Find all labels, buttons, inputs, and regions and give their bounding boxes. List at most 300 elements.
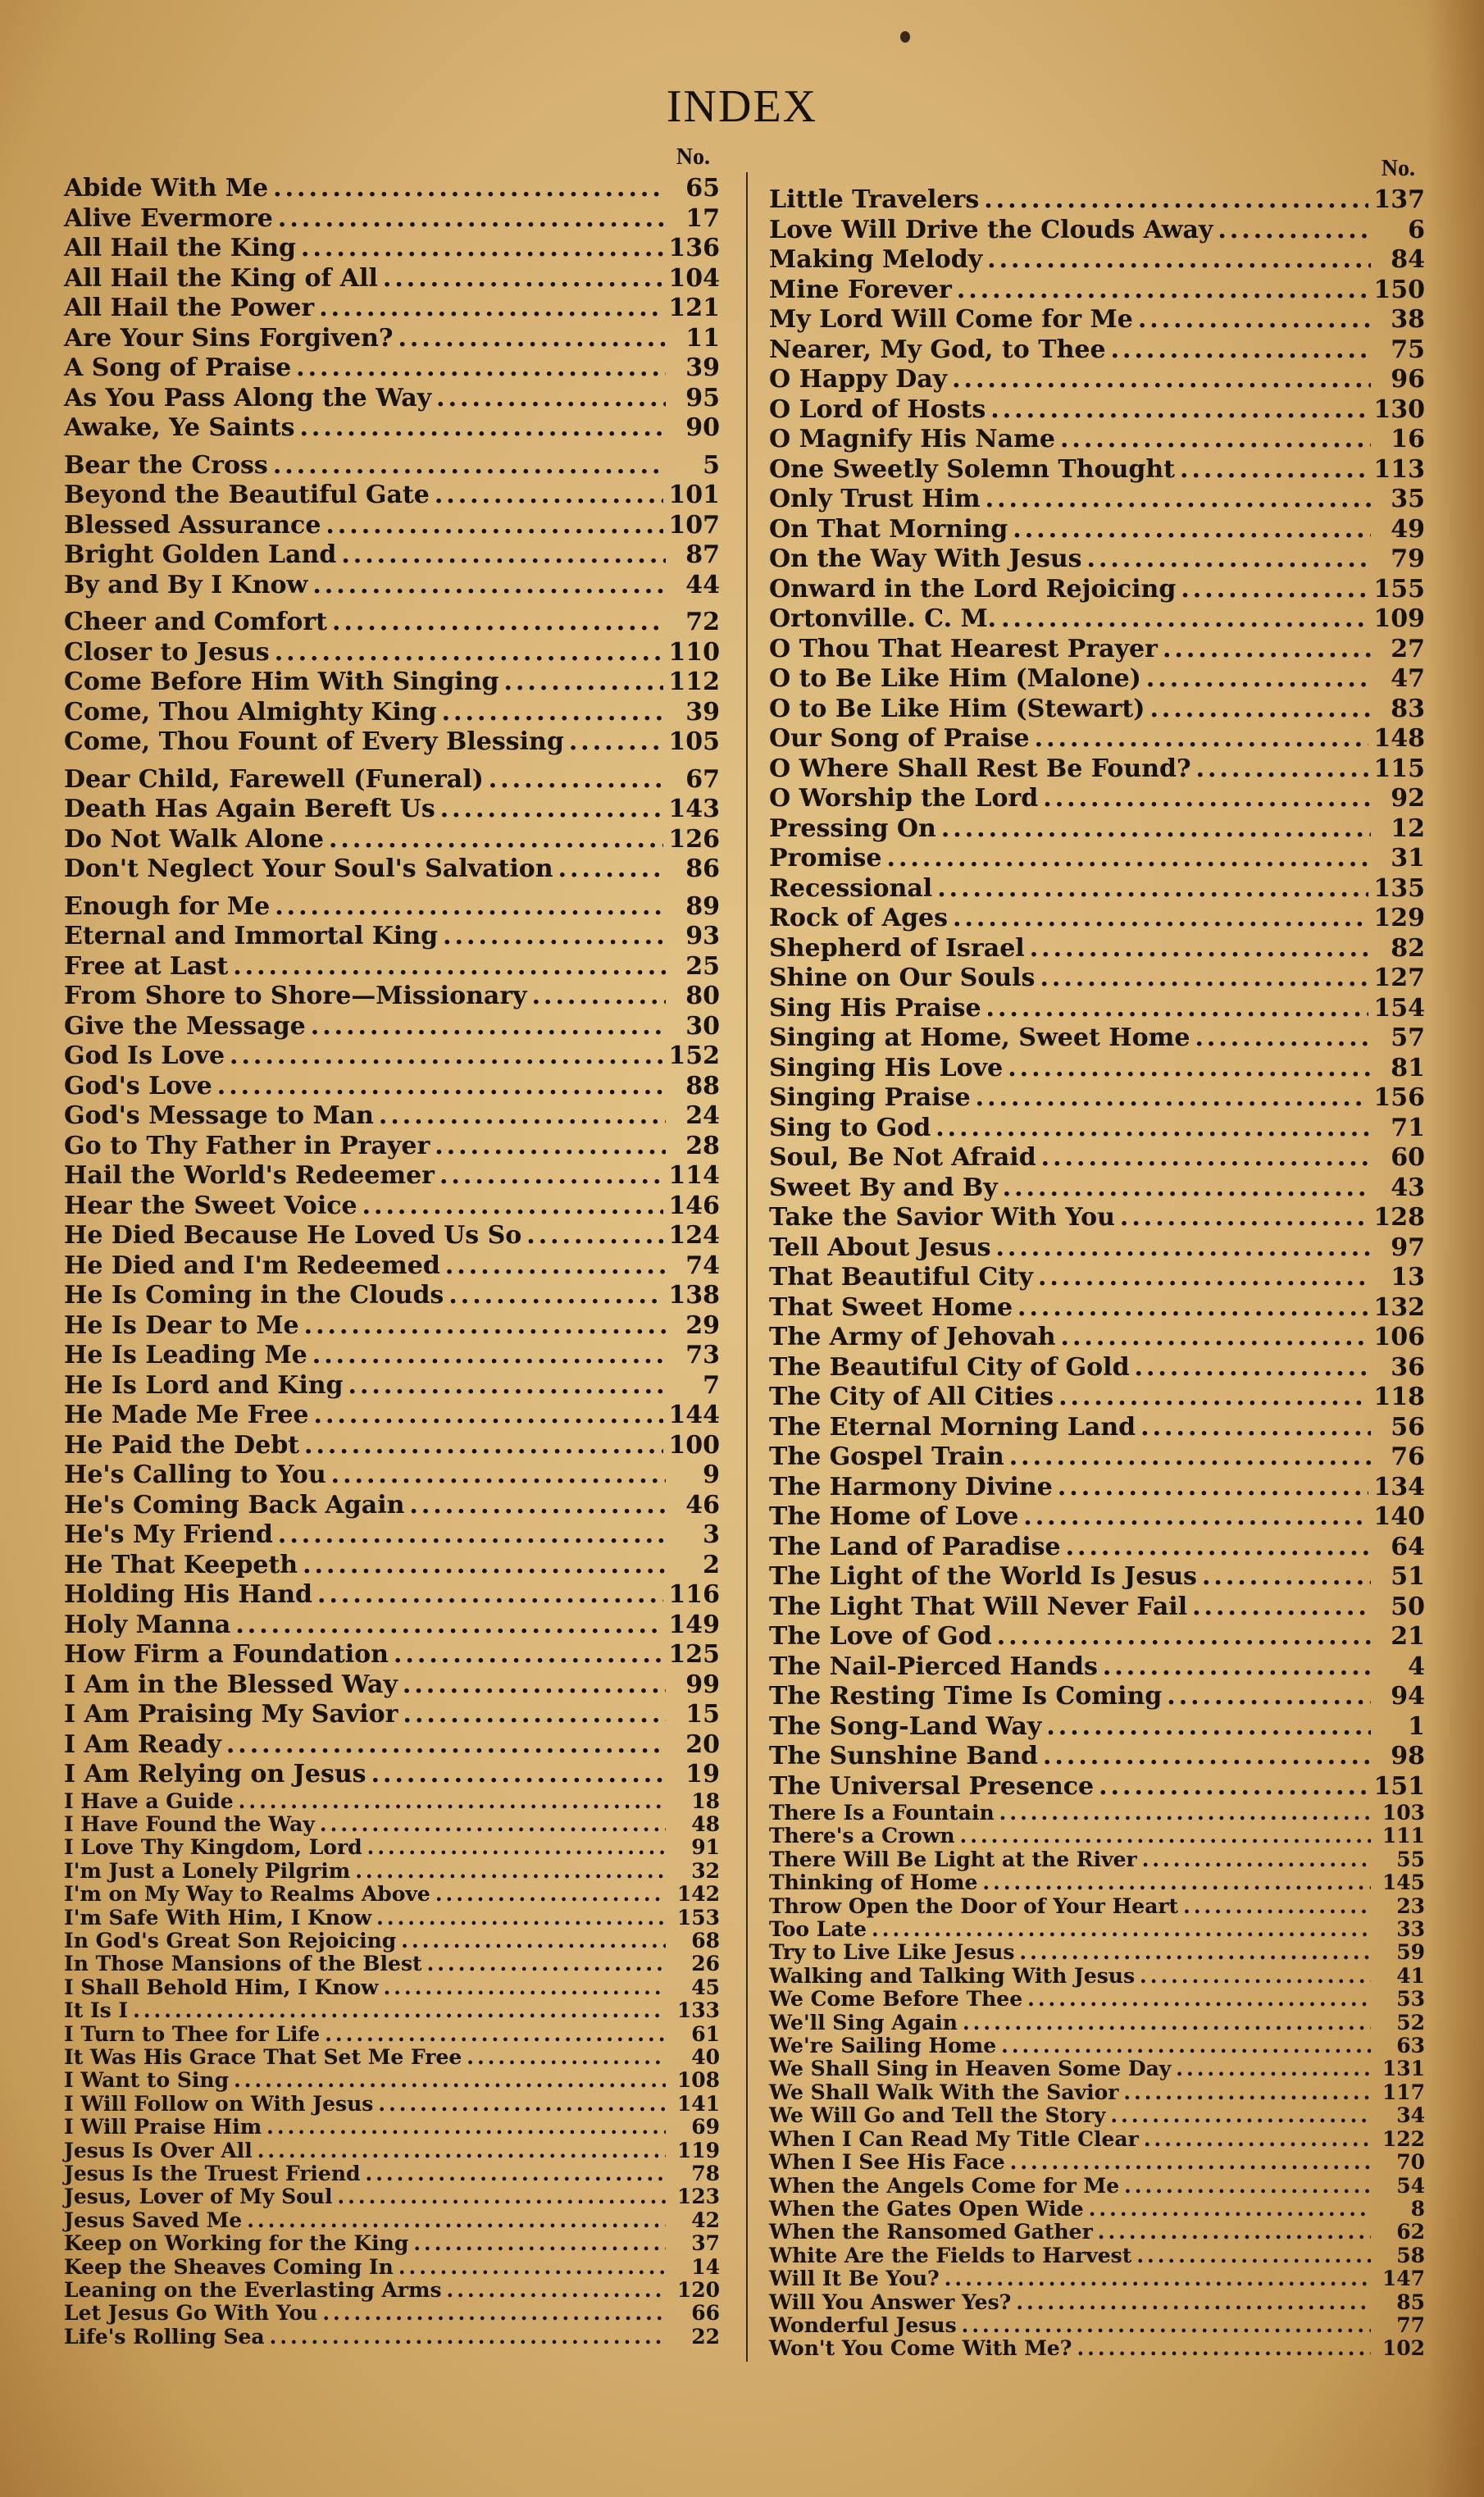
hymn-number: 30 xyxy=(685,1011,720,1041)
dot-leader xyxy=(314,1401,664,1431)
hymn-title: I Have Found the Way xyxy=(64,1811,315,1836)
dot-leader xyxy=(329,825,663,855)
hymn-title: I Am Ready xyxy=(64,1729,221,1759)
dot-leader xyxy=(133,1999,666,2022)
index-entry xyxy=(769,1473,1425,1503)
hymn-title: I Will Follow on With Jesus xyxy=(64,2091,374,2116)
hymn-number: 132 xyxy=(1373,1292,1425,1322)
hymn-title: By and By I Know xyxy=(64,570,308,599)
hymn-number: 149 xyxy=(668,1610,720,1639)
index-entry xyxy=(769,2128,1425,2151)
dot-leader xyxy=(322,2302,666,2325)
dot-leader xyxy=(445,1251,666,1282)
hymn-title: He Is Leading Me xyxy=(64,1341,307,1369)
index-entry xyxy=(64,1760,720,1790)
dot-leader xyxy=(1123,2081,1371,2104)
index-entry xyxy=(64,1132,720,1162)
dot-leader xyxy=(442,698,666,728)
dot-leader xyxy=(1202,1562,1371,1593)
hymn-title: Singing Praise xyxy=(769,1083,971,1112)
index-entry xyxy=(769,335,1425,366)
hymn-title: Singing His Love xyxy=(769,1053,1004,1082)
hymn-title: O to Be Like Him (Malone) xyxy=(769,664,1141,693)
dot-leader xyxy=(1149,695,1371,725)
hymn-title: Bright Golden Land xyxy=(64,540,337,569)
hymn-title: Holding His Hand xyxy=(64,1580,313,1609)
index-list-left xyxy=(64,174,720,2349)
hymn-number: 8 xyxy=(1410,2196,1425,2221)
index-entry xyxy=(769,1502,1425,1533)
index-entry xyxy=(64,1192,720,1222)
dot-leader xyxy=(320,1813,666,1836)
index-entry xyxy=(64,1491,720,1521)
hymn-title: We Shall Sing in Heaven Some Day xyxy=(769,2057,1172,2081)
hymn-number: 46 xyxy=(685,1490,720,1520)
index-list-right xyxy=(769,185,1425,2361)
hymn-number: 60 xyxy=(1391,1143,1425,1172)
index-entry xyxy=(769,185,1425,216)
dot-leader xyxy=(365,2162,666,2185)
index-entry xyxy=(769,276,1425,306)
index-entry xyxy=(769,575,1425,605)
dot-leader xyxy=(312,571,666,601)
dot-leader xyxy=(278,1520,666,1551)
hymn-number: 73 xyxy=(685,1341,720,1369)
index-entry xyxy=(64,2046,720,2069)
hymn-title: The City of All Cities xyxy=(769,1383,1054,1411)
index-entry xyxy=(769,2012,1425,2035)
dot-leader xyxy=(312,1341,666,1371)
hymn-title: I Shall Behold Him, I Know xyxy=(64,1975,379,1999)
hymn-number: 69 xyxy=(691,2115,720,2139)
hymn-number: 80 xyxy=(685,982,720,1010)
dot-leader xyxy=(355,1860,666,1883)
dot-leader xyxy=(937,874,1368,904)
hymn-title: Cheer and Comfort xyxy=(64,608,327,636)
hymn-number: 147 xyxy=(1382,2267,1425,2291)
index-entry xyxy=(64,1836,720,1859)
hymn-number: 17 xyxy=(685,203,720,233)
dot-leader xyxy=(270,2326,666,2349)
hymn-title: All Hail the Power xyxy=(64,294,315,322)
hymn-title: The Light of the World Is Jesus xyxy=(769,1562,1197,1591)
hymn-title: When I Can Read My Title Clear xyxy=(769,2126,1139,2151)
dot-leader xyxy=(1192,1593,1371,1623)
hymn-number: 143 xyxy=(668,795,720,823)
index-entry xyxy=(769,1562,1425,1593)
index-entry xyxy=(769,2035,1425,2057)
hymn-title: Ortonville. C. M. xyxy=(769,604,997,633)
dot-leader xyxy=(960,1825,1371,1848)
hymn-number: 59 xyxy=(1396,1940,1425,1965)
index-entry xyxy=(64,2279,720,2302)
hymn-title: Making Melody xyxy=(769,245,983,274)
dot-leader xyxy=(1135,1353,1371,1383)
hymn-title: I Have a Guide xyxy=(64,1788,234,1813)
index-entry xyxy=(64,1311,720,1342)
index-entry xyxy=(769,1023,1425,1054)
hymn-number: 38 xyxy=(1391,305,1425,334)
dot-leader xyxy=(986,994,1369,1024)
dot-leader xyxy=(367,1836,666,1859)
index-entry xyxy=(64,2139,720,2162)
hymn-number: 119 xyxy=(676,2138,720,2162)
hymn-number: 152 xyxy=(668,1041,720,1070)
hymn-number: 1 xyxy=(1408,1711,1425,1741)
hymn-title: On the Way With Jesus xyxy=(769,545,1082,573)
hymn-number: 35 xyxy=(1391,485,1425,513)
dot-leader xyxy=(984,185,1368,216)
hymn-number: 57 xyxy=(1391,1023,1425,1052)
hymn-number: 47 xyxy=(1391,664,1425,693)
hymn-number: 145 xyxy=(1382,1870,1425,1895)
hymn-number: 112 xyxy=(668,668,720,696)
hymn-title: I'm Safe With Him, I Know xyxy=(64,1905,372,1930)
hymn-title: Wonderful Jesus xyxy=(769,2312,957,2337)
index-entry xyxy=(769,1293,1425,1324)
ink-spot xyxy=(900,31,910,43)
index-entry xyxy=(64,571,720,601)
dot-leader xyxy=(1009,1442,1371,1473)
dot-leader xyxy=(398,324,666,354)
hymn-title: Are Your Sins Forgiven? xyxy=(64,323,394,353)
hymn-title: The Beautiful City of Gold xyxy=(769,1352,1130,1382)
dot-leader xyxy=(1043,784,1371,814)
dot-leader xyxy=(1027,1988,1371,2011)
index-column-left xyxy=(64,144,720,2349)
hymn-number: 21 xyxy=(1391,1622,1425,1651)
index-entry xyxy=(64,765,720,795)
hymn-title: Thinking of Home xyxy=(769,1870,978,1895)
index-entry xyxy=(769,2198,1425,2221)
index-entry xyxy=(64,2185,720,2208)
hymn-title: It Was His Grace That Set Me Free xyxy=(64,2044,462,2069)
hymn-title: God Is Love xyxy=(64,1041,225,1070)
index-entry xyxy=(769,2337,1425,2360)
dot-leader xyxy=(319,294,663,324)
hymn-title: Will You Answer Yes? xyxy=(769,2290,1012,2314)
hymn-title: The Army of Jehovah xyxy=(769,1323,1056,1351)
index-entry xyxy=(769,1533,1425,1563)
dot-leader xyxy=(1030,934,1371,964)
dot-leader xyxy=(394,1640,663,1670)
hymn-title: Pressing On xyxy=(769,813,936,843)
hymn-title: Too Late xyxy=(769,1917,867,1942)
dot-leader xyxy=(1087,545,1371,575)
hymn-title: The Universal Presence xyxy=(769,1771,1095,1801)
hymn-title: Will It Be You? xyxy=(769,2267,940,2291)
hymn-title: Little Travelers xyxy=(769,185,980,214)
hymn-number: 137 xyxy=(1373,185,1425,214)
hymn-number: 2 xyxy=(703,1550,720,1579)
dot-leader xyxy=(337,2185,666,2208)
hymn-title: O Happy Day xyxy=(769,365,948,394)
hymn-number: 98 xyxy=(1391,1742,1425,1770)
hymn-title: The Love of God xyxy=(769,1622,992,1651)
index-entry xyxy=(769,1802,1425,1825)
dot-leader xyxy=(1099,1772,1368,1802)
hymn-number: 9 xyxy=(703,1460,720,1489)
hymn-number: 49 xyxy=(1391,514,1425,544)
index-entry xyxy=(769,1941,1425,1964)
page-edge-shadow xyxy=(1427,0,1484,2497)
index-entry xyxy=(769,1442,1425,1473)
dot-leader xyxy=(1040,964,1368,994)
hymn-title: Come, Thou Fount of Every Blessing xyxy=(64,727,564,756)
hymn-title: A Song of Praise xyxy=(64,353,292,382)
dot-leader xyxy=(234,2069,666,2092)
dot-leader xyxy=(371,1760,666,1790)
hymn-number: 37 xyxy=(691,2231,720,2256)
hymn-number: 120 xyxy=(676,2278,720,2303)
hymn-title: When the Angels Come for Me xyxy=(769,2173,1120,2198)
hymn-title: White Are the Fields to Harvest xyxy=(769,2243,1132,2267)
index-entry xyxy=(769,814,1425,845)
index-entry xyxy=(769,724,1425,754)
index-entry xyxy=(64,1790,720,1813)
hymn-title: Walking and Talking With Jesus xyxy=(769,1963,1136,1988)
hymn-title: Onward in the Lord Rejoicing xyxy=(769,574,1177,604)
hymn-title: Life's Rolling Sea xyxy=(64,2324,265,2349)
index-entry xyxy=(769,245,1425,276)
dot-leader xyxy=(304,1311,666,1342)
dot-leader xyxy=(953,904,1368,934)
index-entry xyxy=(769,784,1425,814)
hymn-number: 78 xyxy=(691,2162,720,2185)
dot-leader xyxy=(378,2093,666,2116)
hymn-title: We'll Sing Again xyxy=(769,2010,958,2035)
dot-leader xyxy=(266,2116,666,2139)
index-entry xyxy=(769,1622,1425,1652)
hymn-number: 62 xyxy=(1396,2220,1425,2244)
hymn-title: All Hail the King xyxy=(64,234,296,262)
hymn-title: We Come Before Thee xyxy=(769,1987,1023,2012)
hymn-title: The Home of Love xyxy=(769,1502,1019,1531)
hymn-number: 109 xyxy=(1373,604,1425,633)
dot-leader xyxy=(532,982,666,1012)
dot-leader xyxy=(1013,515,1371,545)
index-entry xyxy=(769,2057,1425,2080)
hymn-number: 23 xyxy=(1396,1893,1425,1918)
hymn-number: 91 xyxy=(691,1835,720,1860)
hymn-number: 39 xyxy=(685,353,720,382)
dot-leader xyxy=(1058,1473,1369,1503)
hymn-number: 97 xyxy=(1391,1233,1425,1262)
hymn-title: Awake, Ye Saints xyxy=(64,413,295,442)
hymn-number: 104 xyxy=(668,263,720,293)
hymn-number: 68 xyxy=(691,1928,720,1952)
page-title: INDEX xyxy=(666,81,818,132)
index-entry xyxy=(64,511,720,541)
hymn-number: 45 xyxy=(691,1975,720,1999)
index-entry xyxy=(769,425,1425,455)
dot-leader xyxy=(1196,754,1369,785)
hymn-number: 148 xyxy=(1373,724,1425,753)
hymn-number: 67 xyxy=(685,764,720,794)
hymn-title: I'm on My Way to Realms Above xyxy=(64,1882,430,1907)
dot-leader xyxy=(1016,2291,1371,2314)
index-entry xyxy=(64,1341,720,1371)
index-entry xyxy=(769,1203,1425,1233)
dot-leader xyxy=(999,1802,1371,1825)
index-entry xyxy=(769,635,1425,665)
hymn-title: Jesus, Lover of My Soul xyxy=(64,2185,333,2209)
hymn-title: We Shall Walk With the Savior xyxy=(769,2080,1119,2104)
hymn-title: Jesus Is the Truest Friend xyxy=(64,2162,361,2185)
hymn-number: 52 xyxy=(1396,2010,1425,2035)
hymn-title: Shepherd of Israel xyxy=(769,933,1025,963)
hymn-title: Leaning on the Everlasting Arms xyxy=(64,2278,442,2303)
hymn-title: We Will Go and Tell the Story xyxy=(769,2103,1106,2128)
hymn-title: Let Jesus Go With You xyxy=(64,2301,318,2326)
index-entry xyxy=(64,1281,720,1311)
hymn-number: 118 xyxy=(1373,1383,1425,1411)
hymn-number: 115 xyxy=(1373,754,1425,783)
hymn-number: 13 xyxy=(1391,1263,1425,1292)
hymn-title: All Hail the King of All xyxy=(64,263,378,293)
index-entry xyxy=(769,844,1425,874)
dot-leader xyxy=(427,1952,666,1975)
index-entry xyxy=(769,1965,1425,1988)
hymn-number: 18 xyxy=(691,1788,720,1813)
hymn-number: 76 xyxy=(1391,1442,1425,1471)
dot-leader xyxy=(976,1083,1369,1114)
hymn-number: 12 xyxy=(1391,813,1425,843)
hymn-title: In Those Mansions of the Blest xyxy=(64,1952,422,1976)
index-entry xyxy=(64,413,720,444)
hymn-number: 6 xyxy=(1408,215,1425,244)
hymn-number: 33 xyxy=(1396,1917,1425,1942)
hymn-title: How Firm a Foundation xyxy=(64,1640,389,1669)
index-entry xyxy=(64,2256,720,2279)
index-entry xyxy=(769,604,1425,635)
dot-leader xyxy=(504,668,664,698)
hymn-number: 96 xyxy=(1391,365,1425,394)
hymn-number: 103 xyxy=(1382,1801,1425,1825)
hymn-title: Come, Thou Almighty King xyxy=(64,697,437,727)
hymn-title: The Land of Paradise xyxy=(769,1532,1061,1561)
dot-leader xyxy=(1138,305,1371,335)
number-header-left: No. xyxy=(676,144,710,170)
dot-leader xyxy=(413,2232,666,2255)
dot-leader xyxy=(398,2256,666,2279)
dot-leader xyxy=(440,795,664,825)
dot-leader xyxy=(1089,2198,1371,2221)
dot-leader xyxy=(1077,2337,1371,2360)
dot-leader xyxy=(1111,335,1371,366)
index-entry xyxy=(769,1114,1425,1144)
hymn-title: One Sweetly Solemn Thought xyxy=(769,454,1176,484)
index-entry xyxy=(769,1772,1425,1802)
hymn-title: When the Ransomed Gather xyxy=(769,2220,1093,2244)
hymn-title: Dear Child, Farewell (Funeral) xyxy=(64,764,484,794)
hymn-title: Won't You Come With Me? xyxy=(769,2336,1072,2361)
dot-leader xyxy=(331,1460,666,1491)
hymn-title: The Sunshine Band xyxy=(769,1742,1038,1770)
hymn-title: That Sweet Home xyxy=(769,1292,1013,1322)
hymn-title: Holy Manna xyxy=(64,1610,231,1639)
hymn-number: 14 xyxy=(691,2254,720,2279)
hymn-title: Closer to Jesus xyxy=(64,637,270,667)
index-entry xyxy=(64,540,720,571)
dot-leader xyxy=(1183,1895,1371,1918)
dot-leader xyxy=(436,384,666,414)
hymn-number: 151 xyxy=(1373,1771,1425,1801)
hymn-title: He Is Coming in the Clouds xyxy=(64,1281,444,1310)
hymn-number: 77 xyxy=(1396,2312,1425,2337)
index-entry xyxy=(769,365,1425,395)
dot-leader xyxy=(341,540,666,571)
hymn-title: I Am Relying on Jesus xyxy=(64,1760,366,1788)
hymn-title: Jesus Saved Me xyxy=(64,2208,243,2232)
index-entry xyxy=(769,1233,1425,1264)
index-entry xyxy=(64,264,720,294)
index-entry xyxy=(64,638,720,668)
hymn-number: 36 xyxy=(1391,1352,1425,1382)
dot-leader xyxy=(957,276,1369,306)
hymn-number: 150 xyxy=(1373,275,1425,304)
hymn-title: There Is a Fountain xyxy=(769,1801,995,1825)
index-entry xyxy=(64,1371,720,1401)
index-entry xyxy=(64,1041,720,1072)
dot-leader xyxy=(403,1700,667,1730)
hymn-title: Love Will Drive the Clouds Away xyxy=(769,215,1213,244)
dot-leader xyxy=(990,395,1368,426)
hymn-title: O Magnify His Name xyxy=(769,425,1055,453)
index-column-right xyxy=(769,144,1425,2361)
hymn-title: As You Pass Along the Way xyxy=(64,383,432,412)
hymn-number: 50 xyxy=(1391,1592,1425,1621)
index-entry xyxy=(64,384,720,414)
index-entry xyxy=(769,1173,1425,1204)
index-entry xyxy=(64,1952,720,1975)
index-entry xyxy=(769,754,1425,785)
dot-leader xyxy=(1098,2221,1371,2244)
dot-leader xyxy=(986,485,1371,515)
index-entry xyxy=(64,353,720,384)
hymn-number: 93 xyxy=(685,922,720,950)
index-entry xyxy=(64,1930,720,1952)
index-entry xyxy=(769,1918,1425,1941)
index-entry xyxy=(769,695,1425,725)
hymn-title: God's Love xyxy=(64,1071,212,1100)
hymn-title: Death Has Again Bereft Us xyxy=(64,795,435,823)
hymn-title: He Is Dear to Me xyxy=(64,1310,299,1340)
dot-leader xyxy=(1144,2128,1371,2151)
index-entry xyxy=(769,1323,1425,1353)
hymn-title: Eternal and Immortal King xyxy=(64,922,439,950)
index-entry xyxy=(64,854,720,885)
dot-leader xyxy=(945,2267,1371,2290)
dot-leader xyxy=(273,174,666,204)
dot-leader xyxy=(226,1730,666,1761)
index-entry xyxy=(769,1083,1425,1114)
hymn-number: 61 xyxy=(691,2021,720,2046)
index-entry xyxy=(769,1353,1425,1383)
number-header-right: No. xyxy=(1381,156,1415,181)
hymn-number: 134 xyxy=(1373,1472,1425,1501)
index-entry xyxy=(64,668,720,698)
hymn-number: 16 xyxy=(1391,425,1425,453)
dot-leader xyxy=(987,245,1371,276)
hymn-number: 94 xyxy=(1391,1682,1425,1711)
dot-leader xyxy=(1043,1742,1371,1772)
hymn-number: 43 xyxy=(1391,1173,1425,1202)
dot-leader xyxy=(239,1790,666,1813)
index-entry xyxy=(769,964,1425,994)
hymn-title: Promise xyxy=(769,844,882,873)
hymn-number: 92 xyxy=(1391,784,1425,813)
